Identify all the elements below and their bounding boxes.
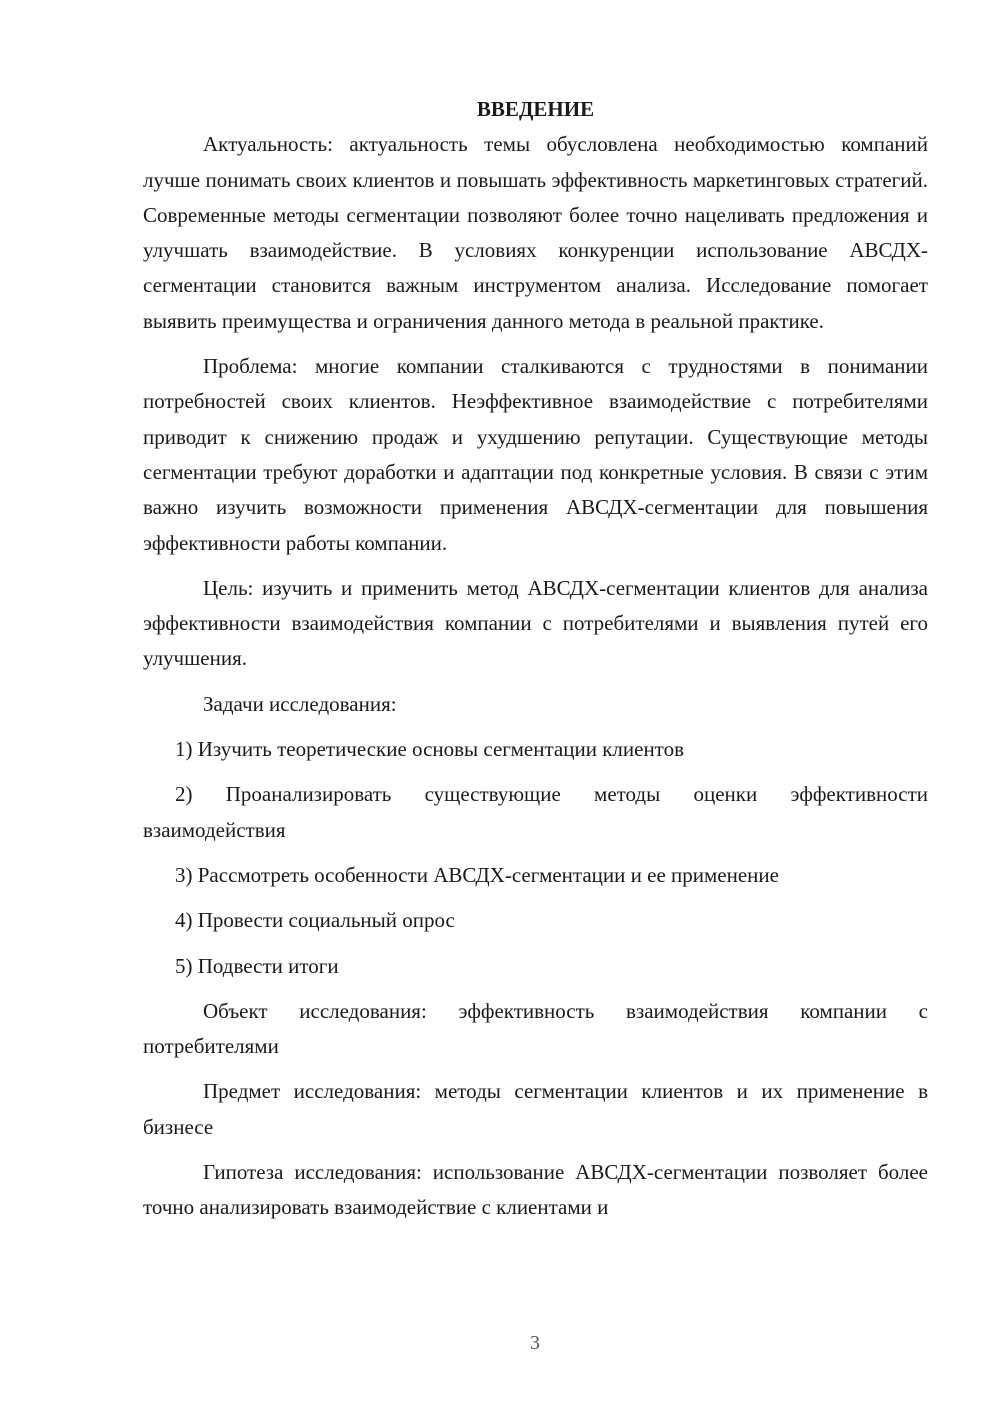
tasks-heading: Задачи исследования: — [203, 691, 397, 716]
paragraph-relevance: Актуальность: актуальность темы обусловлена необходимостью компаний лучше понимать своих клиентов и повышать эффективность маркетинговых стратегий. Современные методы сегментации позволяют более точно нацеливать предложения и улучшать взаимодействие. В условиях конкуренции использование АВСДХ-сегментации становится важным инструментом анализа. Исследование помогает выявить преимущества и ограничения данного метода в реальной практике. — [143, 132, 928, 333]
document-page — [143, 92, 928, 1236]
task-item-3: 3) Рассмотреть особенности АВСДХ-сегментации и ее применение — [175, 862, 779, 887]
task-item-1: 1) Изучить теоретические основы сегментации клиентов — [175, 737, 684, 762]
paragraph-hypothesis: Гипотеза исследования: использование АВСДХ-сегментации позволяет более точно анализировать взаимодействие с клиентами и — [143, 1160, 928, 1220]
task-item-2: 2) Проанализировать существующие методы оценки эффективности взаимодействия — [143, 782, 928, 842]
task-item-4: 4) Провести социальный опрос — [175, 908, 455, 933]
page-number: 3 — [530, 1332, 540, 1354]
paragraph-subject: Предмет исследования: методы сегментации клиентов и их применение в бизнесе — [143, 1079, 928, 1139]
page-title: ВВЕДЕНИЕ — [476, 97, 595, 121]
task-item-5: 5) Подвести итоги — [175, 953, 339, 978]
paragraph-problem: Проблема: многие компании сталкиваются с трудностями в понимании потребностей своих клиентов. Неэффективное взаимодействие с потребителями приводит к снижению продаж и ухудшению репутации. Существующие методы сегментации требуют доработки и адаптации под конкретные условия. В связи с этим важно изучить возможности применения АВСДХ-сегментации для повышения эффективности работы компании. — [143, 354, 928, 555]
paragraph-goal: Цель: изучить и применить метод АВСДХ-сегментации клиентов для анализа эффективности взаимодействия компании с потребителями и выявления путей его улучшения. — [143, 575, 928, 671]
paragraph-object: Объект исследования: эффективность взаимодействия компании с потребителями — [143, 998, 928, 1059]
